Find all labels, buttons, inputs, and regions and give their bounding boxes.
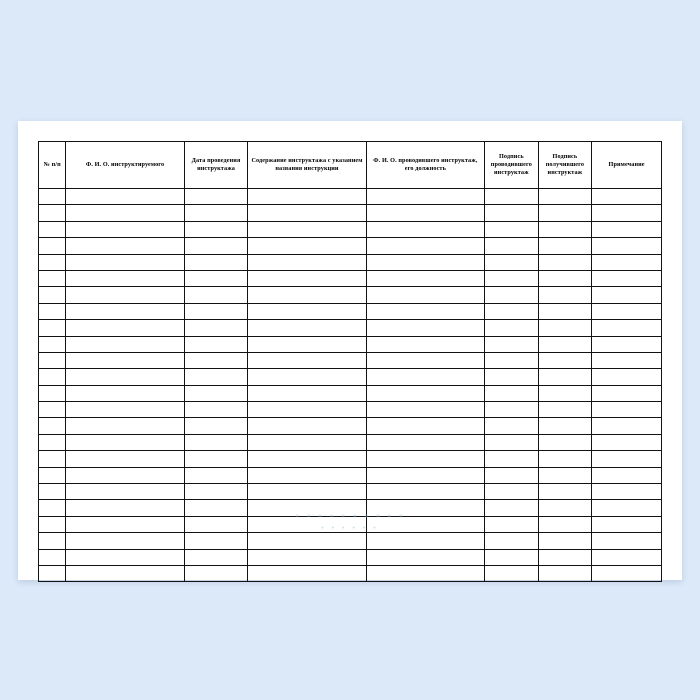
column-header-instructor-name: Ф. И. О. проводившего инструктаж, его должность <box>366 142 484 189</box>
table-cell[interactable] <box>248 238 366 254</box>
table-cell[interactable] <box>248 418 366 434</box>
table-cell[interactable] <box>66 516 184 532</box>
table-cell[interactable] <box>592 303 662 319</box>
table-cell[interactable] <box>538 549 592 565</box>
table-cell[interactable] <box>485 369 539 385</box>
table-cell[interactable] <box>592 238 662 254</box>
table-cell[interactable] <box>538 336 592 352</box>
table-cell[interactable] <box>66 287 184 303</box>
watermark-text: • • • • • • • • • • <box>294 509 406 523</box>
table-cell[interactable] <box>538 402 592 418</box>
table-cell[interactable] <box>39 287 66 303</box>
table-cell[interactable] <box>184 320 248 336</box>
table-cell[interactable] <box>66 369 184 385</box>
table-row[interactable] <box>39 549 662 565</box>
table-cell[interactable] <box>39 336 66 352</box>
table-cell[interactable] <box>592 221 662 237</box>
table-cell[interactable] <box>66 385 184 401</box>
table-cell[interactable] <box>538 205 592 221</box>
table-row[interactable] <box>39 238 662 254</box>
table-row[interactable] <box>39 287 662 303</box>
table-cell[interactable] <box>184 238 248 254</box>
table-cell[interactable] <box>66 549 184 565</box>
table-cell[interactable] <box>66 500 184 516</box>
table-cell[interactable] <box>184 336 248 352</box>
table-cell[interactable] <box>184 352 248 368</box>
table-cell[interactable] <box>39 221 66 237</box>
table-cell[interactable] <box>66 565 184 581</box>
table-row[interactable] <box>39 434 662 450</box>
document-sheet <box>18 121 682 580</box>
table-cell[interactable] <box>538 500 592 516</box>
table-cell[interactable] <box>485 287 539 303</box>
table-cell[interactable] <box>39 565 66 581</box>
table-cell[interactable] <box>538 238 592 254</box>
table-cell[interactable] <box>248 205 366 221</box>
table-cell[interactable] <box>39 533 66 549</box>
table-cell[interactable] <box>366 467 484 483</box>
table-cell[interactable] <box>184 287 248 303</box>
table-cell[interactable] <box>184 549 248 565</box>
table-cell[interactable] <box>592 500 662 516</box>
table-row[interactable] <box>39 189 662 205</box>
table-cell[interactable] <box>184 189 248 205</box>
table-cell[interactable] <box>184 434 248 450</box>
table-cell[interactable] <box>366 500 484 516</box>
table-cell[interactable] <box>184 369 248 385</box>
table-cell[interactable] <box>39 549 66 565</box>
table-row[interactable] <box>39 352 662 368</box>
table-cell[interactable] <box>592 484 662 500</box>
table-cell[interactable] <box>184 205 248 221</box>
table-cell[interactable] <box>248 434 366 450</box>
column-header-content: Содержание инструктажа с указанием названия инструкции <box>248 142 366 189</box>
table-cell[interactable] <box>39 189 66 205</box>
column-header-note: Примечание <box>592 142 662 189</box>
table-cell[interactable] <box>538 287 592 303</box>
table-row[interactable] <box>39 500 662 516</box>
table-cell[interactable] <box>366 336 484 352</box>
column-header-recipient-signature: Подпись получившего инструктаж <box>538 142 592 189</box>
table-cell[interactable] <box>248 385 366 401</box>
table-cell[interactable] <box>66 533 184 549</box>
table-row[interactable] <box>39 467 662 483</box>
table-cell[interactable] <box>485 451 539 467</box>
table-cell[interactable] <box>366 565 484 581</box>
table-cell[interactable] <box>248 565 366 581</box>
table-cell[interactable] <box>538 189 592 205</box>
table-cell[interactable] <box>39 434 66 450</box>
table-cell[interactable] <box>366 189 484 205</box>
table-cell[interactable] <box>485 516 539 532</box>
table-row[interactable] <box>39 221 662 237</box>
table-cell[interactable] <box>39 451 66 467</box>
table-cell[interactable] <box>366 533 484 549</box>
table-cell[interactable] <box>66 238 184 254</box>
sheet-content <box>38 141 662 560</box>
table-row[interactable] <box>39 402 662 418</box>
table-cell[interactable] <box>39 205 66 221</box>
table-cell[interactable] <box>366 221 484 237</box>
table-cell[interactable] <box>538 467 592 483</box>
table-cell[interactable] <box>39 385 66 401</box>
table-row[interactable] <box>39 565 662 581</box>
table-cell[interactable] <box>184 418 248 434</box>
table-cell[interactable] <box>366 303 484 319</box>
table-cell[interactable] <box>66 254 184 270</box>
table-row[interactable] <box>39 336 662 352</box>
table-cell[interactable] <box>39 254 66 270</box>
table-cell[interactable] <box>39 418 66 434</box>
table-row[interactable] <box>39 451 662 467</box>
table-cell[interactable] <box>485 434 539 450</box>
table-cell[interactable] <box>485 467 539 483</box>
table-cell[interactable] <box>39 320 66 336</box>
table-body <box>39 189 662 582</box>
table-cell[interactable] <box>485 221 539 237</box>
table-cell[interactable] <box>248 221 366 237</box>
table-cell[interactable] <box>184 254 248 270</box>
table-cell[interactable] <box>485 238 539 254</box>
table-cell[interactable] <box>248 549 366 565</box>
table-cell[interactable] <box>248 352 366 368</box>
table-cell[interactable] <box>538 516 592 532</box>
table-cell[interactable] <box>538 484 592 500</box>
table-cell[interactable] <box>538 254 592 270</box>
table-cell[interactable] <box>248 484 366 500</box>
table-cell[interactable] <box>485 303 539 319</box>
table-cell[interactable] <box>538 533 592 549</box>
table-cell[interactable] <box>366 254 484 270</box>
table-row[interactable] <box>39 270 662 286</box>
table-cell[interactable] <box>366 484 484 500</box>
table-cell[interactable] <box>248 320 366 336</box>
table-cell[interactable] <box>538 434 592 450</box>
table-cell[interactable] <box>485 189 539 205</box>
table-cell[interactable] <box>248 516 366 532</box>
table-cell[interactable] <box>538 565 592 581</box>
table-cell[interactable] <box>592 565 662 581</box>
table-cell[interactable] <box>184 270 248 286</box>
table-cell[interactable] <box>248 369 366 385</box>
table-cell[interactable] <box>485 205 539 221</box>
column-header-instructed-name: Ф. И. О. инструктируемого <box>66 142 184 189</box>
table-cell[interactable] <box>366 418 484 434</box>
table-cell[interactable] <box>184 385 248 401</box>
table-cell[interactable] <box>184 533 248 549</box>
table-cell[interactable] <box>184 484 248 500</box>
table-cell[interactable] <box>366 434 484 450</box>
table-cell[interactable] <box>66 270 184 286</box>
table-cell[interactable] <box>184 516 248 532</box>
table-cell[interactable] <box>39 484 66 500</box>
table-cell[interactable] <box>184 402 248 418</box>
table-cell[interactable] <box>248 533 366 549</box>
table-cell[interactable] <box>592 352 662 368</box>
table-cell[interactable] <box>538 221 592 237</box>
column-header-number: № п/п <box>39 142 66 189</box>
table-cell[interactable] <box>39 270 66 286</box>
table-cell[interactable] <box>366 238 484 254</box>
table-cell[interactable] <box>485 336 539 352</box>
table-row[interactable] <box>39 369 662 385</box>
table-cell[interactable] <box>592 434 662 450</box>
table-row[interactable] <box>39 320 662 336</box>
table-header <box>39 142 662 189</box>
watermark-subtext: • • • • • • <box>321 525 379 532</box>
table-cell[interactable] <box>538 303 592 319</box>
table-cell[interactable] <box>66 221 184 237</box>
table-cell[interactable] <box>248 270 366 286</box>
table-cell[interactable] <box>538 270 592 286</box>
table-cell[interactable] <box>366 270 484 286</box>
table-cell[interactable] <box>592 549 662 565</box>
table-cell[interactable] <box>184 451 248 467</box>
table-cell[interactable] <box>485 402 539 418</box>
table-cell[interactable] <box>66 434 184 450</box>
table-cell[interactable] <box>366 320 484 336</box>
table-cell[interactable] <box>39 303 66 319</box>
table-cell[interactable] <box>485 565 539 581</box>
table-cell[interactable] <box>592 402 662 418</box>
table-cell[interactable] <box>592 418 662 434</box>
table-row[interactable] <box>39 385 662 401</box>
table-cell[interactable] <box>592 385 662 401</box>
table-row[interactable] <box>39 254 662 270</box>
table-cell[interactable] <box>538 320 592 336</box>
table-cell[interactable] <box>485 484 539 500</box>
table-cell[interactable] <box>248 254 366 270</box>
table-cell[interactable] <box>366 549 484 565</box>
table-cell[interactable] <box>592 320 662 336</box>
table-cell[interactable] <box>66 402 184 418</box>
table-cell[interactable] <box>485 320 539 336</box>
table-row[interactable] <box>39 533 662 549</box>
table-cell[interactable] <box>485 533 539 549</box>
table-cell[interactable] <box>39 467 66 483</box>
table-cell[interactable] <box>39 352 66 368</box>
table-cell[interactable] <box>184 565 248 581</box>
table-cell[interactable] <box>366 205 484 221</box>
table-cell[interactable] <box>485 254 539 270</box>
table-cell[interactable] <box>66 189 184 205</box>
table-cell[interactable] <box>366 352 484 368</box>
table-cell[interactable] <box>592 189 662 205</box>
column-header-instructor-signature: Подпись проводившего инструктаж <box>485 142 539 189</box>
table-cell[interactable] <box>66 484 184 500</box>
table-cell[interactable] <box>248 303 366 319</box>
table-cell[interactable] <box>538 385 592 401</box>
table-cell[interactable] <box>39 369 66 385</box>
table-row[interactable] <box>39 484 662 500</box>
table-cell[interactable] <box>248 336 366 352</box>
table-cell[interactable] <box>184 303 248 319</box>
table-cell[interactable] <box>485 500 539 516</box>
table-row[interactable] <box>39 418 662 434</box>
table-cell[interactable] <box>538 451 592 467</box>
table-cell[interactable] <box>39 238 66 254</box>
table-cell[interactable] <box>66 336 184 352</box>
table-cell[interactable] <box>66 320 184 336</box>
table-cell[interactable] <box>248 287 366 303</box>
table-cell[interactable] <box>592 254 662 270</box>
table-cell[interactable] <box>366 402 484 418</box>
table-cell[interactable] <box>485 352 539 368</box>
table-cell[interactable] <box>592 451 662 467</box>
table-cell[interactable] <box>39 516 66 532</box>
table-cell[interactable] <box>248 467 366 483</box>
table-cell[interactable] <box>184 467 248 483</box>
table-row[interactable] <box>39 205 662 221</box>
table-cell[interactable] <box>248 500 366 516</box>
table-cell[interactable] <box>66 303 184 319</box>
table-cell[interactable] <box>485 270 539 286</box>
table-cell[interactable] <box>592 336 662 352</box>
table-cell[interactable] <box>538 352 592 368</box>
table-cell[interactable] <box>184 500 248 516</box>
table-cell[interactable] <box>66 451 184 467</box>
table-cell[interactable] <box>592 270 662 286</box>
table-cell[interactable] <box>366 287 484 303</box>
table-row[interactable] <box>39 303 662 319</box>
table-cell[interactable] <box>366 369 484 385</box>
table-cell[interactable] <box>592 467 662 483</box>
table-cell[interactable] <box>538 369 592 385</box>
table-cell[interactable] <box>592 369 662 385</box>
table-cell[interactable] <box>592 516 662 532</box>
table-cell[interactable] <box>184 221 248 237</box>
table-cell[interactable] <box>39 500 66 516</box>
table-cell[interactable] <box>366 516 484 532</box>
instruction-log-table <box>38 141 662 582</box>
table-cell[interactable] <box>592 533 662 549</box>
column-header-date: Дата проведения инструктажа <box>184 142 248 189</box>
table-cell[interactable] <box>366 451 484 467</box>
table-cell[interactable] <box>66 205 184 221</box>
table-row[interactable] <box>39 516 662 532</box>
table-cell[interactable] <box>592 205 662 221</box>
table-cell[interactable] <box>485 385 539 401</box>
table-cell[interactable] <box>66 352 184 368</box>
table-cell[interactable] <box>66 418 184 434</box>
table-cell[interactable] <box>66 467 184 483</box>
table-cell[interactable] <box>485 549 539 565</box>
table-cell[interactable] <box>538 418 592 434</box>
table-cell[interactable] <box>366 385 484 401</box>
table-cell[interactable] <box>248 451 366 467</box>
table-cell[interactable] <box>248 402 366 418</box>
table-cell[interactable] <box>485 418 539 434</box>
table-cell[interactable] <box>39 402 66 418</box>
table-cell[interactable] <box>248 189 366 205</box>
header-row <box>39 142 662 189</box>
table-cell[interactable] <box>592 287 662 303</box>
